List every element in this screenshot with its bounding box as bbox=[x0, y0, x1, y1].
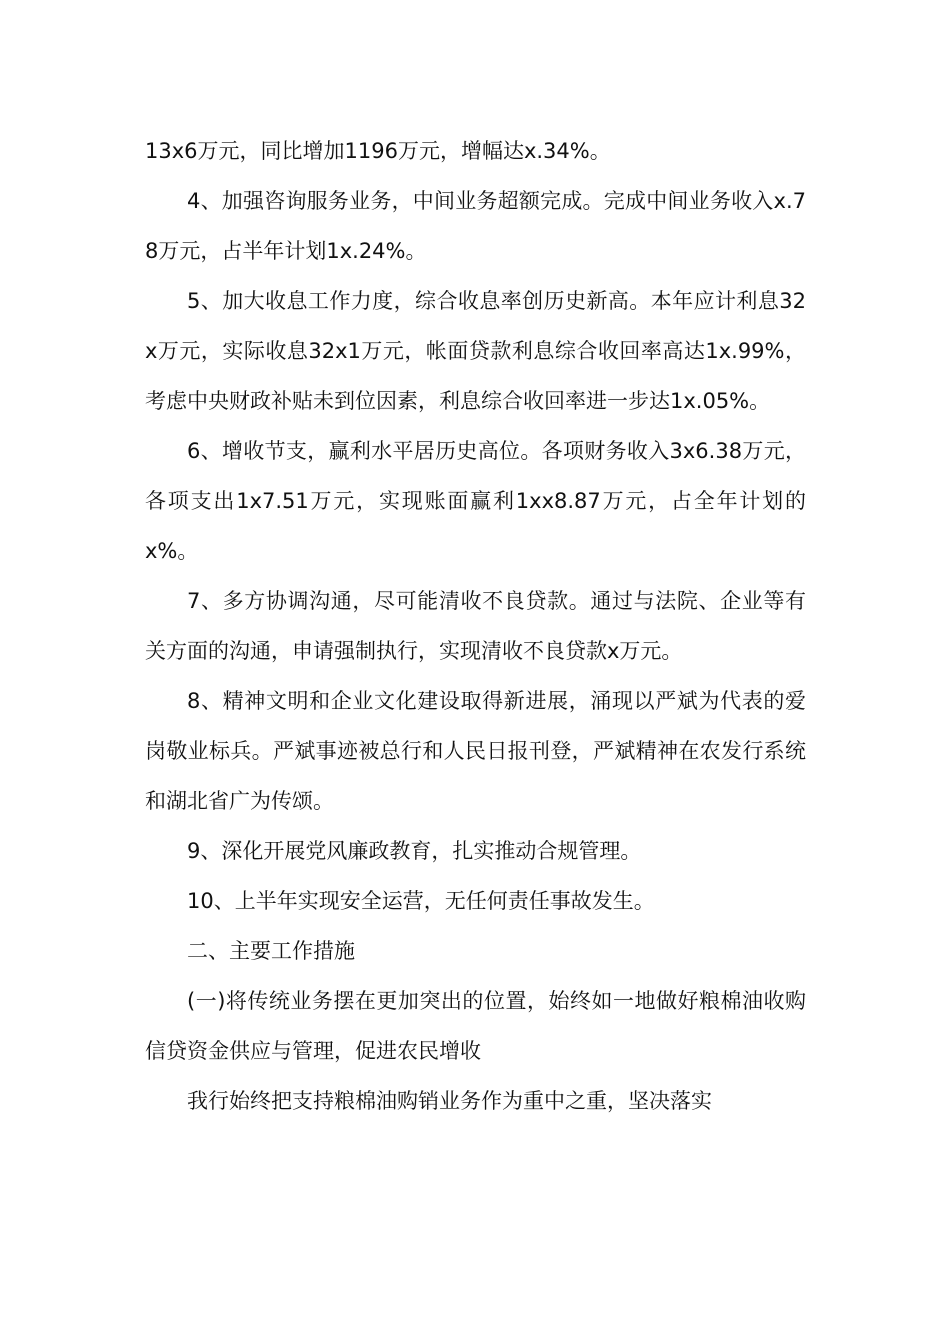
paragraph-growth-summary: 13x6万元，同比增加1196万元，增幅达x.34%。 bbox=[145, 139, 611, 163]
paragraph-item-6: 6、增收节支，赢利水平居历史高位。各项财务收入3x6.38万元，各项支出1x7.51万元，实现账面赢利1xx8.87万元，占全年计划的x%。 bbox=[145, 439, 806, 563]
paragraph-body-start: 我行始终把支持粮棉油购销业务作为重中之重，坚决落实 bbox=[187, 1089, 712, 1113]
document-page bbox=[145, 126, 806, 1126]
paragraph-item-10: 10、上半年实现安全运营，无任何责任事故发生。 bbox=[187, 889, 655, 913]
section-heading-measures: 二、主要工作措施 bbox=[187, 939, 355, 963]
subsection-heading-1: (一)将传统业务摆在更加突出的位置，始终如一地做好粮棉油收购信贷资金供应与管理，促进农民增收 bbox=[145, 989, 806, 1063]
paragraph-item-8: 8、精神文明和企业文化建设取得新进展，涌现以严斌为代表的爱岗敬业标兵。严斌事迹被总行和人民日报刊登，严斌精神在农发行系统和湖北省广为传颂。 bbox=[145, 689, 806, 813]
paragraph-item-9: 9、深化开展党风廉政教育，扎实推动合规管理。 bbox=[187, 839, 642, 863]
paragraph-item-5: 5、加大收息工作力度，综合收息率创历史新高。本年应计利息32x万元，实际收息32x1万元，帐面贷款利息综合收回率高达1x.99%，考虑中央财政补贴未到位因素，利息综合收回率进一步达1x.05%。 bbox=[145, 289, 806, 413]
paragraph-item-7: 7、多方协调沟通，尽可能清收不良贷款。通过与法院、企业等有关方面的沟通，申请强制执行，实现清收不良贷款x万元。 bbox=[145, 589, 806, 663]
paragraph-item-4: 4、加强咨询服务业务，中间业务超额完成。完成中间业务收入x.78万元，占半年计划1x.24%。 bbox=[145, 189, 806, 263]
